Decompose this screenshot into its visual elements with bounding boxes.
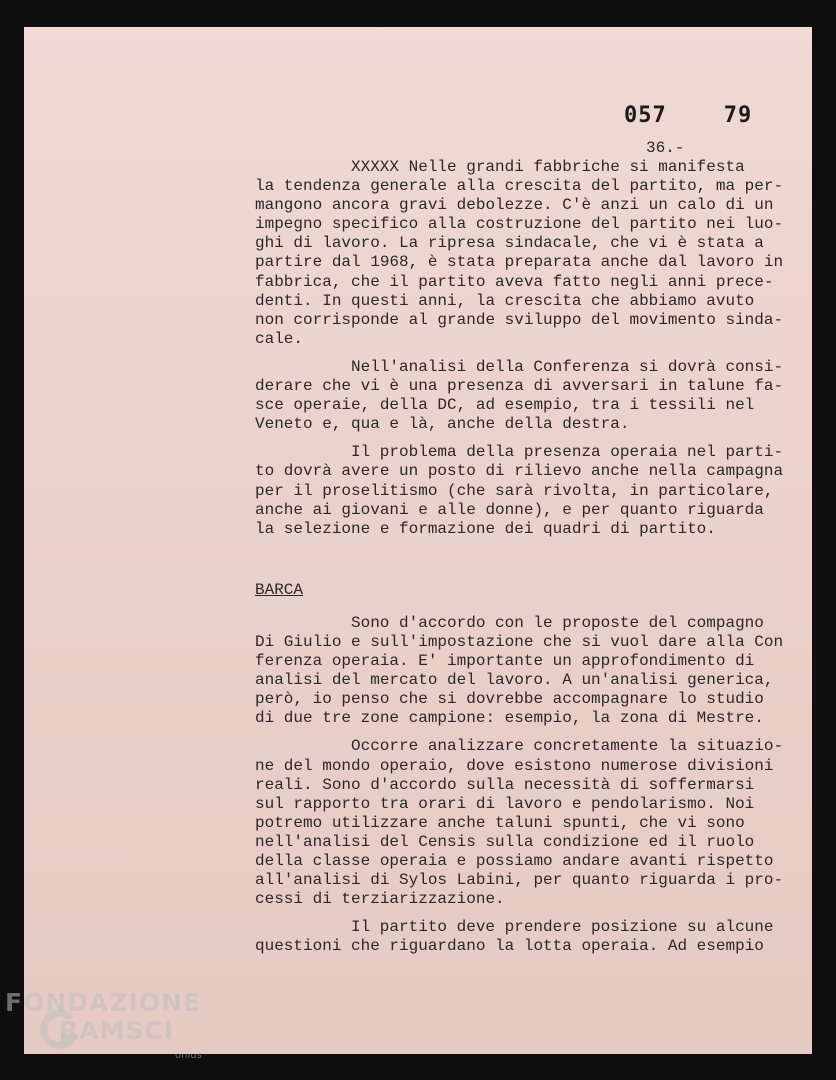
text-line: Veneto e, qua e là, anche della destra. [255, 415, 630, 434]
text-line: denti. In questi anni, la crescita che abbiamo avuto [255, 291, 755, 310]
text-line: ferenza operaia. E' importante un approfondimento di [255, 652, 755, 671]
text-line: però, io penso che si dovrebbe accompagnare lo studio [255, 690, 764, 709]
text-line: non corrisponde al grande sviluppo del movimento sinda- [255, 310, 784, 329]
watermark-subtitle: RAMSCI [59, 1016, 175, 1045]
text-line: all'analisi di Sylos Labini, per quanto riguarda i pro- [255, 871, 784, 890]
text-line: per il proselitismo (che sarà rivolta, in particolare, [255, 481, 774, 500]
text-line: Nell'analisi della Conferenza si dovrà consi- [351, 357, 784, 376]
text-line: questioni che riguardano la lotta operaia. Ad esempio [255, 937, 764, 956]
text-line: partire dal 1968, è stata preparata anche dal lavoro in [255, 253, 784, 272]
text-line: Di Giulio e sull'impostazione che si vuol dare alla Con [255, 632, 784, 651]
text-line: cale. [255, 329, 304, 348]
document-number: 057 79 [624, 103, 753, 128]
text-line: sce operaie, della DC, ad esempio, tra i tessili nel [255, 396, 755, 415]
paragraph [255, 443, 815, 538]
text-line: sul rapporto tra orari di lavoro e pendolarismo. Noi [255, 794, 755, 813]
text-line: to dovrà avere un posto di rilievo anche nella campagna [255, 462, 784, 481]
text-line: fabbrica, che il partito aveva fatto negli anni prece- [255, 272, 774, 291]
text-line: della classe operaia e possiamo andare avanti rispetto [255, 852, 774, 870]
page-number: 36.- [646, 139, 685, 157]
text-line: Sono d'accordo con le proposte del compagno [351, 613, 764, 632]
text-line: nell'analisi del Censis sulla condizione ed il ruolo [255, 832, 755, 851]
watermark-onlus: onlus [175, 1050, 202, 1061]
text-line: impegno specifico alla costruzione del partito nei luo- [255, 215, 784, 234]
document-body [255, 158, 815, 965]
text-line: analisi del mercato del lavoro. A un'analisi generica, [255, 671, 774, 690]
text-line: derare che vi è una presenza di avversari in talune fa- [255, 377, 784, 396]
watermark-title: FONDAZIONE [5, 988, 202, 1017]
text-line: ne del mondo operaio, dove esistono numerose divisioni [255, 756, 774, 775]
text-line: la tendenza generale alla crescita del partito, ma per- [255, 177, 784, 196]
text-line: di due tre zone campione: esempio, la zona di Mestre. [255, 709, 764, 728]
text-line: la selezione e formazione dei quadri di partito. [255, 519, 716, 538]
text-line: anche ai giovani e alle donne), e per quanto riguarda [255, 500, 764, 519]
fondazione-gramsci-watermark [5, 988, 245, 1068]
text-line: ghi di lavoro. La ripresa sindacale, che vi è stata a [255, 234, 764, 253]
text-line: XXXXX Nelle grandi fabbriche si manifesta [351, 158, 745, 176]
text-line: reali. Sono d'accordo sulla necessità di soffermarsi [255, 775, 755, 794]
text-line: Occorre analizzare concretamente la situazio- [351, 737, 784, 756]
text-line: Il partito deve prendere posizione su alcune [351, 918, 774, 937]
paragraph [255, 158, 815, 349]
paragraph [255, 737, 815, 909]
paragraph [255, 918, 815, 956]
text-line: mangono ancora gravi debolezze. C'è anzi un calo di un [255, 196, 774, 215]
text-line: Il problema della presenza operaia nel parti- [351, 443, 784, 462]
text-line: potremo utilizzare anche taluni spunti, che vi sono [255, 813, 745, 832]
text-line: cessi di terziarizzazione. [255, 890, 505, 909]
paragraph [255, 358, 815, 434]
paragraph [255, 614, 815, 729]
speaker-heading: BARCA [255, 580, 304, 599]
